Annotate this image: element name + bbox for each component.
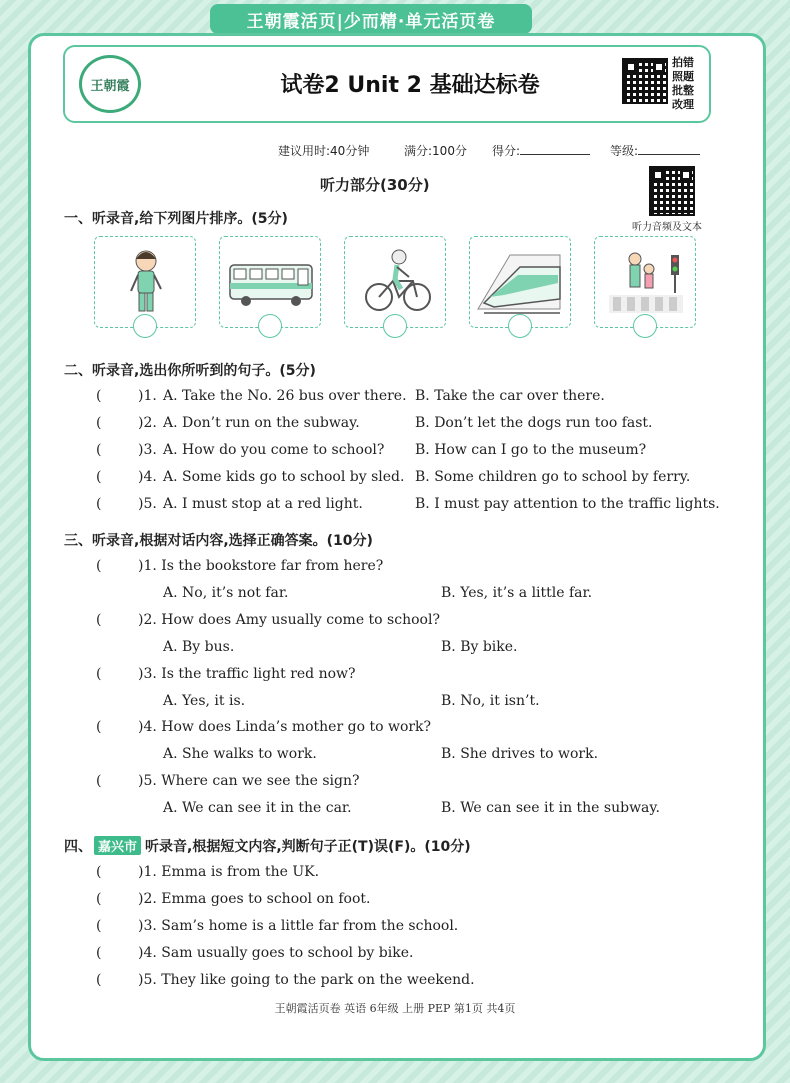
- page-footer: 王朝霞活页卷 英语 6年级 上册 PEP 第1页 共4页: [274, 1002, 516, 1015]
- page-title: 试卷2 Unit 2 基础达标卷: [280, 73, 540, 98]
- top-banner: 王朝霞活页|少而精·单元活页卷: [210, 4, 532, 34]
- part2-heading: 二、听录音,选出你所听到的句子。(5分): [64, 363, 316, 379]
- audio-qr-code-icon[interactable]: [649, 166, 695, 216]
- section-title: 听力部分(30分): [320, 176, 430, 194]
- answer-paren[interactable]: (: [96, 972, 102, 988]
- p2-q2-option-a: A. Don’t run on the subway.: [163, 415, 360, 431]
- p2-q1-number: )1.: [138, 388, 157, 404]
- part3-heading: 三、听录音,根据对话内容,选择正确答案。(10分): [64, 533, 373, 549]
- answer-paren[interactable]: (: [96, 666, 102, 682]
- p2-q4-option-b: B. Some children go to school by ferry.: [415, 469, 691, 485]
- p2-q1-option-b: B. Take the car over there.: [415, 388, 605, 404]
- p2-q5-number: )5.: [138, 496, 157, 512]
- p3-q1-question: )1. Is the bookstore far from here?: [138, 558, 384, 574]
- p3-q1-option-a: A. No, it’s not far.: [163, 585, 289, 601]
- answer-paren[interactable]: (: [96, 388, 102, 404]
- answer-paren[interactable]: (: [96, 864, 102, 880]
- part4-heading: 四、 嘉兴市 听录音,根据短文内容,判断句子正(T)误(F)。(10分): [64, 836, 471, 856]
- qr-side-label: 拍错 照题 批整 改理: [672, 56, 694, 111]
- answer-paren[interactable]: (: [96, 442, 102, 458]
- p3-q3-option-a: A. Yes, it is.: [163, 693, 246, 709]
- p3-q5-question: )5. Where can we see the sign?: [138, 773, 360, 789]
- p2-q5-option-a: A. I must stop at a red light.: [163, 496, 363, 512]
- p3-q4-option-b: B. She drives to work.: [441, 746, 599, 762]
- answer-paren[interactable]: (: [96, 773, 102, 789]
- answer-paren[interactable]: (: [96, 469, 102, 485]
- p2-q3-number: )3.: [138, 442, 157, 458]
- qr-caption: 听力音频及文本: [632, 222, 702, 233]
- region-tag: 嘉兴市: [94, 836, 141, 855]
- meta-time: 建议用时:40分钟: [278, 144, 370, 158]
- p3-q4-option-a: A. She walks to work.: [163, 746, 317, 762]
- p3-q1-option-b: B. Yes, it’s a little far.: [441, 585, 593, 601]
- p4-statement-5: )5. They like going to the park on the weekend.: [138, 972, 475, 988]
- p2-q4-option-a: A. Some kids go to school by sled.: [163, 469, 405, 485]
- answer-circle-2[interactable]: [258, 314, 282, 338]
- p4-statement-4: )4. Sam usually goes to school by bike.: [138, 945, 414, 961]
- p2-q2-number: )2.: [138, 415, 157, 431]
- p2-q3-option-a: A. How do you come to school?: [163, 442, 385, 458]
- p3-q2-option-a: A. By bus.: [163, 639, 235, 655]
- meta-full-score: 满分:100分: [404, 144, 467, 158]
- answer-paren[interactable]: (: [96, 918, 102, 934]
- p2-q1-option-a: A. Take the No. 26 bus over there.: [163, 388, 407, 404]
- answer-circle-3[interactable]: [383, 314, 407, 338]
- p2-q3-option-b: B. How can I go to the museum?: [415, 442, 647, 458]
- meta-grade: 等级:: [610, 142, 700, 159]
- answer-paren[interactable]: (: [96, 496, 102, 512]
- answer-circle-1[interactable]: [133, 314, 157, 338]
- p3-q3-question: )3. Is the traffic light red now?: [138, 666, 356, 682]
- answer-paren[interactable]: (: [96, 558, 102, 574]
- qr-code-icon[interactable]: [622, 58, 668, 104]
- p2-q4-number: )4.: [138, 469, 157, 485]
- p3-q3-option-b: B. No, it isn’t.: [441, 693, 540, 709]
- p3-q5-option-b: B. We can see it in the subway.: [441, 800, 660, 816]
- answer-paren[interactable]: (: [96, 945, 102, 961]
- p2-q5-option-b: B. I must pay attention to the traffic lights.: [415, 496, 720, 512]
- p3-q2-option-b: B. By bike.: [441, 639, 518, 655]
- p4-statement-3: )3. Sam’s home is a little far from the school.: [138, 918, 459, 934]
- logo: [71, 53, 151, 115]
- answer-circle-4[interactable]: [508, 314, 532, 338]
- logo-text: 王朝霞: [79, 55, 141, 113]
- answer-paren[interactable]: (: [96, 891, 102, 907]
- meta-score: 得分:: [492, 142, 590, 159]
- p3-q4-question: )4. How does Linda’s mother go to work?: [138, 719, 432, 735]
- p4-statement-1: )1. Emma is from the UK.: [138, 864, 320, 880]
- answer-paren[interactable]: (: [96, 612, 102, 628]
- answer-paren[interactable]: (: [96, 719, 102, 735]
- p2-q2-option-b: B. Don’t let the dogs run too fast.: [415, 415, 653, 431]
- p4-statement-2: )2. Emma goes to school on foot.: [138, 891, 371, 907]
- answer-paren[interactable]: (: [96, 415, 102, 431]
- p3-q5-option-a: A. We can see it in the car.: [163, 800, 352, 816]
- answer-circle-5[interactable]: [633, 314, 657, 338]
- p3-q2-question: )2. How does Amy usually come to school?: [138, 612, 440, 628]
- part1-heading: 一、听录音,给下列图片排序。(5分): [64, 211, 288, 227]
